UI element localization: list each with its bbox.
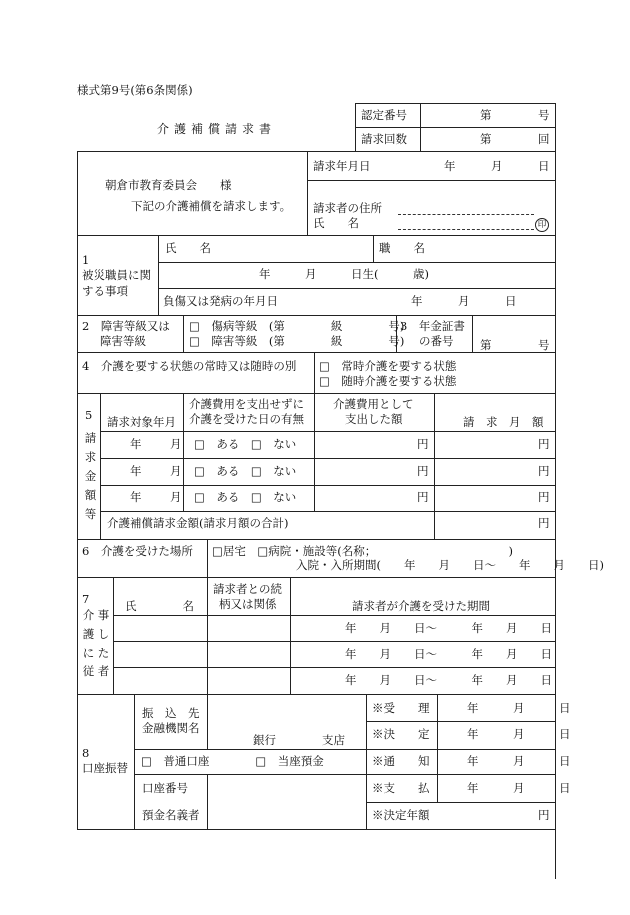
row2-month: 月	[170, 464, 182, 478]
request-date-day: 日	[538, 159, 550, 173]
s1-label-line2: する事項	[82, 284, 128, 298]
row2-choice[interactable]: □ ある □ ない	[194, 464, 297, 478]
row1-amount-yen: 円	[538, 437, 550, 451]
cert-no-label: 認定番号	[361, 108, 407, 122]
col-target-month: 請求対象年月	[107, 415, 176, 429]
req-count-dai: 第	[480, 132, 492, 146]
req-count-label: 請求回数	[361, 132, 407, 146]
s2-label-line2: 障害等級	[100, 334, 146, 348]
address-label: 請求者の住所	[313, 201, 382, 215]
relation-header-line1: 請求者との続	[213, 582, 282, 596]
row1-year: 年	[130, 437, 142, 451]
row3-cost-yen: 円	[417, 490, 429, 504]
injury-grade-checkbox[interactable]: □ 傷病等級 (第 級 号)	[189, 319, 405, 333]
row3-month: 月	[170, 490, 182, 504]
pension-dai: 第	[480, 338, 492, 352]
caregiver-name-header: 氏 名	[125, 599, 194, 613]
s7-num: 7	[82, 592, 90, 606]
row2-year: 年	[130, 464, 142, 478]
row3-amount-yen: 円	[538, 490, 550, 504]
care-period-row1: 年 月 日〜 年 月 日	[345, 621, 552, 635]
victim-name-label: 氏 名	[165, 241, 211, 255]
req-count-kai: 回	[538, 132, 550, 146]
col-monthly-amount: 請 求 月 額	[463, 415, 544, 429]
admission-period: 入院・入所期間( 年 月 日〜 年 月 日)	[296, 558, 604, 572]
bank-label-line2: 金融機関名	[142, 721, 200, 735]
care-period-row3: 年 月 日〜 年 月 日	[345, 673, 552, 687]
cert-no-go: 号	[538, 108, 550, 122]
decided-annual-amount-label: ※決定年額	[372, 808, 430, 822]
injury-year: 年	[411, 294, 423, 308]
seal-mark: 印	[535, 218, 549, 232]
injury-date-label: 負傷又は発病の年月日	[163, 294, 278, 308]
col-cost-line2: 支出した額	[345, 412, 403, 426]
decided-annual-amount-yen: 円	[538, 808, 550, 822]
account-number-label: 口座番号	[142, 781, 188, 795]
row2-cost-yen: 円	[417, 464, 429, 478]
request-date-year: 年	[444, 159, 456, 173]
account-type-options[interactable]: □ 普通口座 □ 当座預金	[141, 754, 324, 768]
col-cost-line1: 介護費用として	[333, 397, 414, 411]
pension-go: 号	[538, 338, 550, 352]
care-place-options[interactable]: □居宅 □病院・施設等(名称； )	[212, 544, 513, 558]
s6-label: 6 介護を受けた場所	[82, 544, 193, 558]
office-decided-label: ※決 定	[372, 727, 430, 741]
s7-label-col1: 介 護 に 従	[82, 608, 95, 679]
col-nopay-line2: 介護を受けた日の有無	[189, 412, 304, 426]
office-paid-label: ※支 払	[372, 781, 430, 795]
victim-birth: 年 月 日生( 歳)	[259, 267, 429, 281]
row1-choice[interactable]: □ ある □ ない	[194, 437, 297, 451]
cert-no-dai: 第	[480, 108, 492, 122]
office-received-date: 年 月 日	[467, 701, 571, 715]
request-date-label: 請求年月日	[313, 159, 371, 173]
injury-month: 月	[458, 294, 470, 308]
total-yen: 円	[538, 516, 550, 530]
care-period-header: 請求者が介護を受けた期間	[352, 599, 490, 613]
office-paid-date: 年 月 日	[467, 781, 571, 795]
disability-grade-checkbox[interactable]: □ 障害等級 (第 級 号)	[189, 334, 405, 348]
row3-choice[interactable]: □ ある □ ない	[194, 490, 297, 504]
total-label: 介護補償請求金額(請求月額の合計)	[107, 516, 289, 530]
row2-amount-yen: 円	[538, 464, 550, 478]
relation-header-line2: 柄又は関係	[219, 597, 277, 611]
form-number: 様式第9号(第6条関係)	[77, 83, 193, 97]
request-date-month: 月	[491, 159, 503, 173]
care-period-row2: 年 月 日〜 年 月 日	[345, 647, 552, 661]
bank-branch-suffix: 銀行 支店	[253, 733, 345, 747]
s5-label-vertical: 請 求 金 額 等	[84, 431, 97, 521]
s5-num: 5	[85, 408, 93, 422]
occasional-care-checkbox[interactable]: □ 随時介護を要する状態	[319, 374, 457, 388]
office-notified-date: 年 月 日	[467, 754, 571, 768]
s1-num: 1	[82, 253, 90, 267]
addressee: 朝倉市教育委員会 様	[105, 178, 232, 192]
request-text: 下記の介護補償を請求します。	[131, 199, 292, 213]
s8-label: 口座振替	[82, 761, 128, 775]
constant-care-checkbox[interactable]: □ 常時介護を要する状態	[319, 359, 457, 373]
injury-day: 日	[505, 294, 517, 308]
row1-cost-yen: 円	[417, 437, 429, 451]
col-nopay-line1: 介護費用を支出せずに	[189, 397, 304, 411]
pension-label-line2: の番号	[419, 334, 454, 348]
row3-year: 年	[130, 490, 142, 504]
office-received-label: ※受 理	[372, 701, 430, 715]
account-holder-label: 預金名義者	[142, 808, 200, 822]
bank-label-line1: 振 込 先	[142, 706, 200, 720]
row1-month: 月	[170, 437, 182, 451]
s8-num: 8	[82, 746, 90, 760]
form-title: 介護補償請求書	[157, 122, 277, 136]
pension-label-line1: 3 年金証書	[400, 319, 465, 333]
s4-label: 4 介護を要する状態の常時又は随時の別	[82, 359, 297, 373]
s2-label-line1: 2 障害等級又は	[82, 319, 170, 333]
office-notified-label: ※通 知	[372, 754, 430, 768]
victim-position-label: 職 名	[379, 241, 425, 255]
s1-label-line1: 被災職員に関	[82, 268, 151, 282]
office-decided-date: 年 月 日	[467, 727, 571, 741]
applicant-name-label: 氏 名	[313, 216, 359, 230]
s7-label-col2: 事 し た 者	[97, 608, 110, 679]
